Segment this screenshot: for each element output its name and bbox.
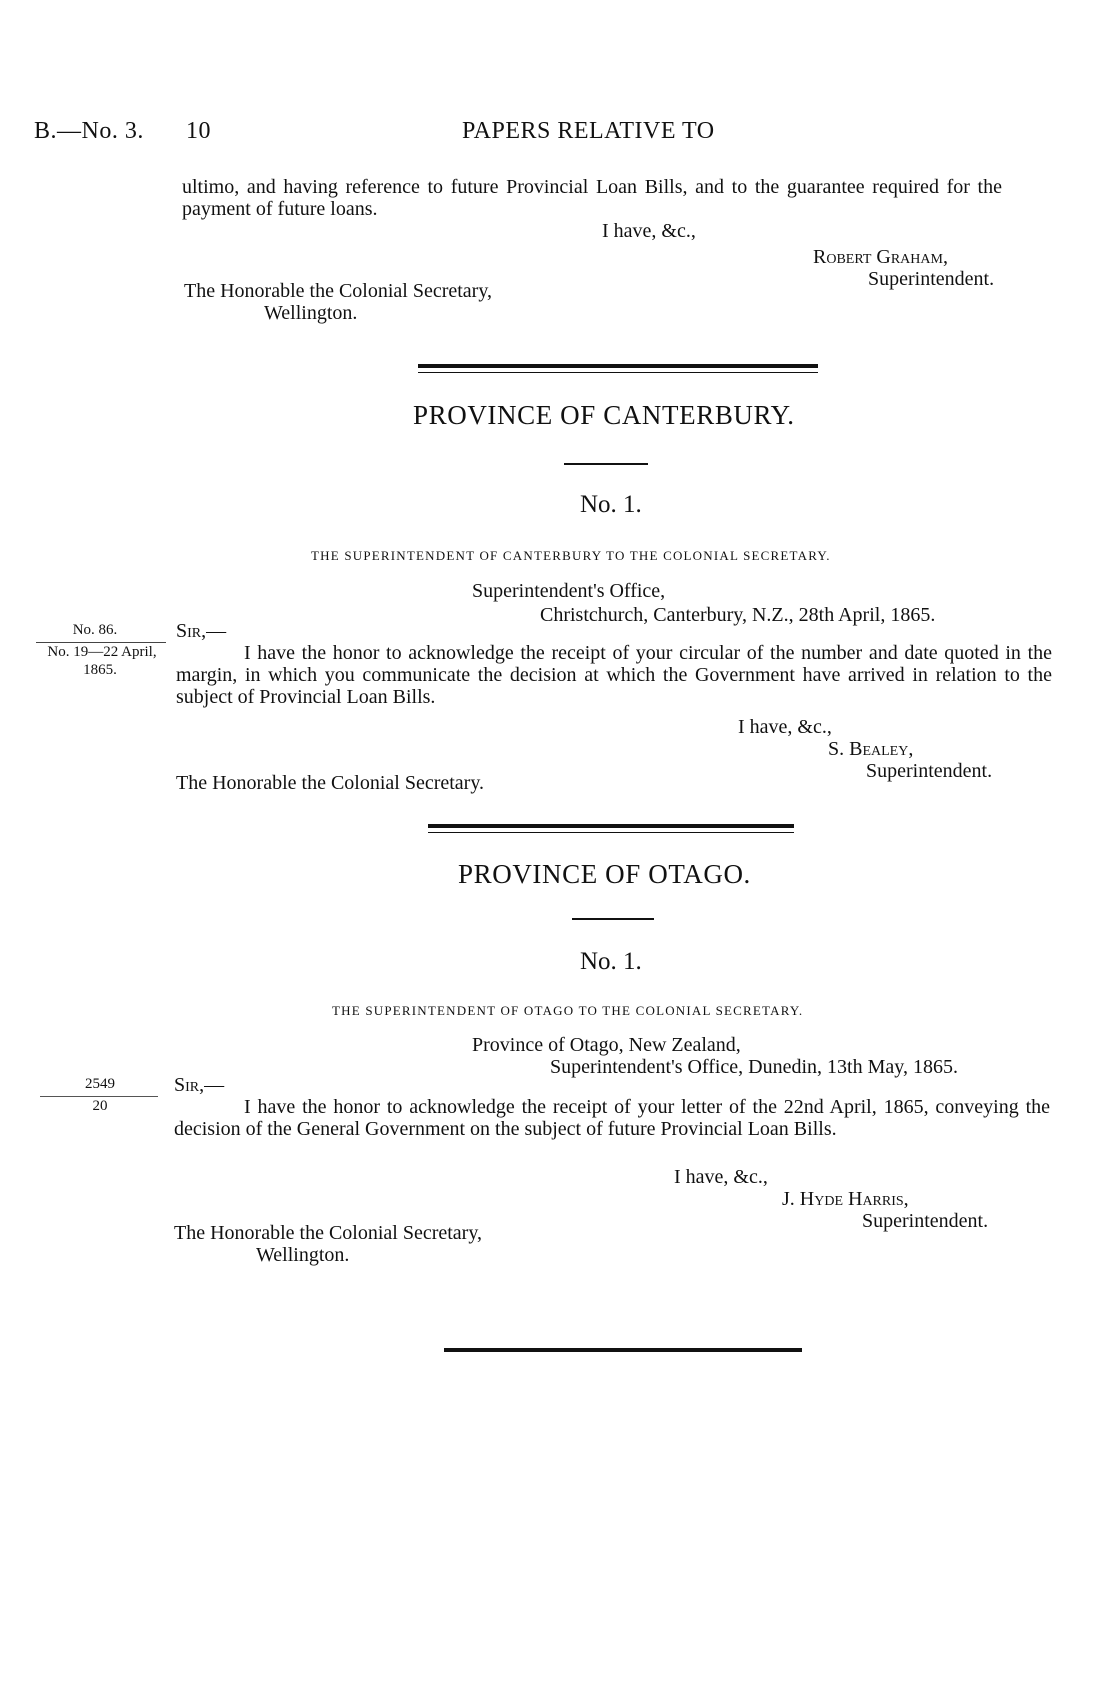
canterbury-short-rule (564, 463, 648, 465)
canterbury-letter-number: No. 1. (580, 491, 642, 518)
graham-addressee-line2: Wellington. (264, 302, 358, 324)
graham-letter-body: ultimo, and having reference to future Provincial Loan Bills, and to the guarantee required for the payment of future loans. (182, 176, 1002, 220)
canterbury-salutation: Sir,— (176, 620, 227, 642)
otago-addressee-line2: Wellington. (256, 1244, 350, 1266)
document-reference: B.—No. 3. (34, 118, 144, 144)
canterbury-province-title: PROVINCE OF CANTERBURY. (413, 400, 795, 430)
section-divider-thin (428, 832, 794, 833)
canterbury-signature-title: Superintendent. (866, 760, 993, 782)
margin-note-rule (36, 642, 166, 643)
graham-addressee-line1: The Honorable the Colonial Secretary, (184, 280, 493, 302)
otago-closing: I have, &c., (674, 1166, 768, 1188)
otago-addressee-line1: The Honorable the Colonial Secretary, (174, 1222, 483, 1244)
canterbury-margin-year: 1865. (83, 662, 117, 678)
otago-short-rule (572, 918, 654, 920)
otago-salutation: Sir,— (174, 1074, 225, 1096)
canterbury-closing: I have, &c., (738, 716, 832, 738)
canterbury-addressee: The Honorable the Colonial Secretary. (176, 772, 485, 794)
page-number: 10 (186, 118, 211, 144)
section-divider-thin (418, 372, 818, 373)
canterbury-margin-ref: No. 86. (72, 622, 118, 638)
canterbury-signature: S. Bealey, (828, 738, 914, 760)
otago-address-line2: Superintendent's Office, Dunedin, 13th May, 1865. (550, 1056, 958, 1078)
otago-body: I have the honor to acknowledge the receipt of your letter of the 22nd April, 1865, conveying the decision of the General Government on the subject of future Provincial Loan Bills. (174, 1096, 1050, 1140)
otago-letter-number: No. 1. (580, 948, 642, 975)
graham-signature: Robert Graham, (813, 246, 948, 268)
page-title: PAPERS RELATIVE TO (462, 118, 715, 144)
section-divider-thick (418, 364, 818, 368)
otago-province-title: PROVINCE OF OTAGO. (458, 859, 751, 889)
canterbury-margin-date: No. 19—22 April, (47, 644, 157, 660)
closing-divider (444, 1348, 802, 1352)
section-divider-thick (428, 824, 794, 828)
canterbury-address-line2: Christchurch, Canterbury, N.Z., 28th April, 1865. (540, 604, 936, 626)
canterbury-address-line1: Superintendent's Office, (472, 580, 666, 602)
otago-subtitle: THE SUPERINTENDENT OF OTAGO TO THE COLONIAL SECRETARY. (332, 1003, 804, 1018)
canterbury-body: I have the honor to acknowledge the receipt of your circular of the number and date quoted in the margin, in which you communicate the decision at which the Government have arrived in relation to the subject of Provincial Loan Bills. (176, 642, 1052, 708)
otago-address-line1: Province of Otago, New Zealand, (472, 1034, 741, 1056)
graham-signature-title: Superintendent. (868, 268, 995, 290)
otago-signature-title: Superintendent. (862, 1210, 989, 1232)
canterbury-subtitle: THE SUPERINTENDENT OF CANTERBURY TO THE COLONIAL SECRETARY. (311, 548, 831, 563)
margin-note-rule (40, 1096, 158, 1097)
otago-margin-number-bottom: 20 (92, 1098, 108, 1114)
graham-closing: I have, &c., (602, 220, 696, 242)
otago-margin-number-top: 2549 (85, 1076, 115, 1092)
otago-signature: J. Hyde Harris, (782, 1188, 909, 1210)
